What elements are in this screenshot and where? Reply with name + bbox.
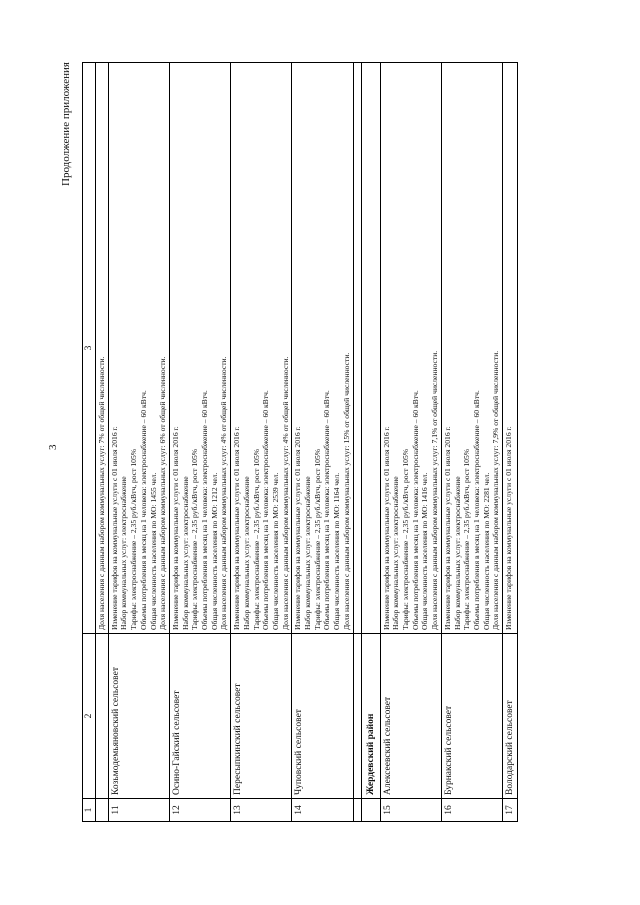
row-details xyxy=(441,63,502,634)
tariff-table xyxy=(82,62,518,822)
spacer-cell xyxy=(353,799,361,822)
table-row xyxy=(380,63,441,822)
spacer-cell xyxy=(353,634,361,799)
table-row xyxy=(108,63,169,822)
row-number: 13 xyxy=(231,799,292,822)
municipality-name: Бурнакский сельсовет xyxy=(441,634,502,799)
detail-line: Набор коммунальных услуг: электроснабжение xyxy=(452,476,462,630)
detail-line: Набор коммунальных услуг: электроснабжение xyxy=(241,476,251,630)
district-num-cell xyxy=(361,799,380,822)
detail-line: Доля населения с данным набором коммунальных услуг: 4% от общей численности. xyxy=(280,356,290,630)
detail-line: Объемы потребления в месяц на 1 человека: электроснабжение – 60 кВтч. xyxy=(261,390,271,630)
detail-line: Объемы потребления в месяц на 1 человека: электроснабжение – 60 кВтч. xyxy=(322,390,332,630)
table-row xyxy=(441,63,502,822)
detail-line: Тарифы: электроснабжение – 2,35 руб./кВтч, рост 105% xyxy=(190,448,200,630)
detail-line: Тарифы: электроснабжение – 2,35 руб./кВтч, рост 105% xyxy=(129,448,139,630)
municipality-name: Алексеевский сельсовет xyxy=(380,634,441,799)
municipality-name: Чуповский сельсовет xyxy=(292,634,353,799)
row-details xyxy=(503,63,518,634)
row-number: 11 xyxy=(108,799,169,822)
detail-line: Объемы потребления в месяц на 1 человека: электроснабжение – 60 кВтч. xyxy=(410,390,420,630)
detail-line: Объемы потребления в месяц на 1 человека: электроснабжение – 60 кВтч. xyxy=(138,390,148,630)
detail-line: Доля населения с данным набором коммунальных услуг: 7,9% от общей численности. xyxy=(491,350,501,630)
detail-line: Общая численность населения по МО: 1455 чел. xyxy=(148,472,158,630)
detail-line: Общая численность населения по МО: 1164 чел. xyxy=(332,472,342,630)
detail-line: Объемы потребления в месяц на 1 человека: электроснабжение – 60 кВтч. xyxy=(471,390,481,630)
detail-line: Общая численность населения по МО: 2281 чел. xyxy=(481,472,491,630)
detail-line: Набор коммунальных услуг: электроснабжение xyxy=(119,476,129,630)
continuation-note: Продолжение приложения xyxy=(60,62,72,186)
detail-line: Общая численность населения по МО: 1416 чел. xyxy=(420,472,430,630)
page-number: 3 xyxy=(47,444,59,450)
detail-line: Изменение тарифов на коммунальные услуги с 01 июля 2016 г. xyxy=(109,426,119,630)
detail-line: Изменение тарифов на коммунальные услуги с 01 июля 2016 г. xyxy=(170,426,180,630)
municipality-name: Пересыпкинский сельсовет xyxy=(231,634,292,799)
fragment-num-cell xyxy=(96,799,109,822)
detail-line: Набор коммунальных услуг: электроснабжение xyxy=(303,476,313,630)
detail-line: Изменение тарифов на коммунальные услуги с 01 июля 2016 г. xyxy=(381,426,391,630)
row-details xyxy=(292,63,353,634)
row-details xyxy=(231,63,292,634)
district-name: Жердевский район xyxy=(361,634,380,799)
detail-line: Изменение тарифов на коммунальные услуги с 01 июля 2016 г. xyxy=(293,426,303,630)
detail-line: Изменение тарифов на коммунальные услуги с 01 июля 2016 г. xyxy=(232,426,242,630)
detail-line: Тарифы: электроснабжение – 2,35 руб./кВтч, рост 105% xyxy=(400,448,410,630)
rotated-page xyxy=(47,62,612,822)
row-number: 15 xyxy=(380,799,441,822)
row-number: 12 xyxy=(169,799,230,822)
municipality-name: Осино-Гайский сельсовет xyxy=(169,634,230,799)
header-col-2: 2 xyxy=(83,634,96,799)
row-number: 14 xyxy=(292,799,353,822)
detail-line: Тарифы: электроснабжение – 2,35 руб./кВтч, рост 105% xyxy=(462,448,472,630)
district-row xyxy=(361,63,380,822)
detail-line: Набор коммунальных услуг: электроснабжение xyxy=(391,476,401,630)
detail-line: Общая численность населения по МО: 1212 чел. xyxy=(209,472,219,630)
row-details xyxy=(380,63,441,634)
detail-line: Изменение тарифов на коммунальные услуги с 01 июля 2016 г. xyxy=(504,426,514,630)
fragment-name-cell xyxy=(96,634,109,799)
table-row xyxy=(292,63,353,822)
municipality-name: Володарский сельсовет xyxy=(503,634,518,799)
detail-line: Набор коммунальных услуг: электроснабжение xyxy=(180,476,190,630)
detail-line: Тарифы: электроснабжение – 2,35 руб./кВтч, рост 105% xyxy=(251,448,261,630)
detail-line: Тарифы: электроснабжение – 2,35 руб./кВтч, рост 105% xyxy=(312,448,322,630)
detail-line: Изменение тарифов на коммунальные услуги с 01 июля 2016 г. xyxy=(442,426,452,630)
detail-line: Доля населения с данным набором коммунальных услуг: 4% от общей численности. xyxy=(219,356,229,630)
row-number: 17 xyxy=(503,799,518,822)
header-col-3: 3 xyxy=(83,63,96,634)
detail-line: Общая численность населения по МО: 2539 чел. xyxy=(270,472,280,630)
detail-line: Объемы потребления в месяц на 1 человека: электроснабжение – 60 кВтч. xyxy=(200,390,210,630)
row-details xyxy=(169,63,230,634)
spacer-row xyxy=(353,63,361,822)
spacer-cell xyxy=(353,63,361,634)
detail-line: Доля населения с данным набором коммунальных услуг: 15% от общей численности. xyxy=(341,352,351,630)
row-number: 16 xyxy=(441,799,502,822)
table-row xyxy=(503,63,518,822)
table-row xyxy=(169,63,230,822)
detail-line: Доля населения с данным набором коммунальных услуг: 6% от общей численности. xyxy=(158,356,168,630)
table-row xyxy=(231,63,292,822)
fragment-row xyxy=(96,63,109,822)
district-details-cell xyxy=(361,63,380,634)
detail-line: Доля населения с данным набором коммунальных услуг: 7,1% от общей численности. xyxy=(430,350,440,630)
row-details xyxy=(108,63,169,634)
header-col-1: 1 xyxy=(83,799,96,822)
municipality-name: Козьмодемьяновский сельсовет xyxy=(108,634,169,799)
header-row xyxy=(83,63,96,822)
fragment-text: Доля населения с данным набором коммунальных услуг: 7% от общей численности. xyxy=(96,63,109,634)
